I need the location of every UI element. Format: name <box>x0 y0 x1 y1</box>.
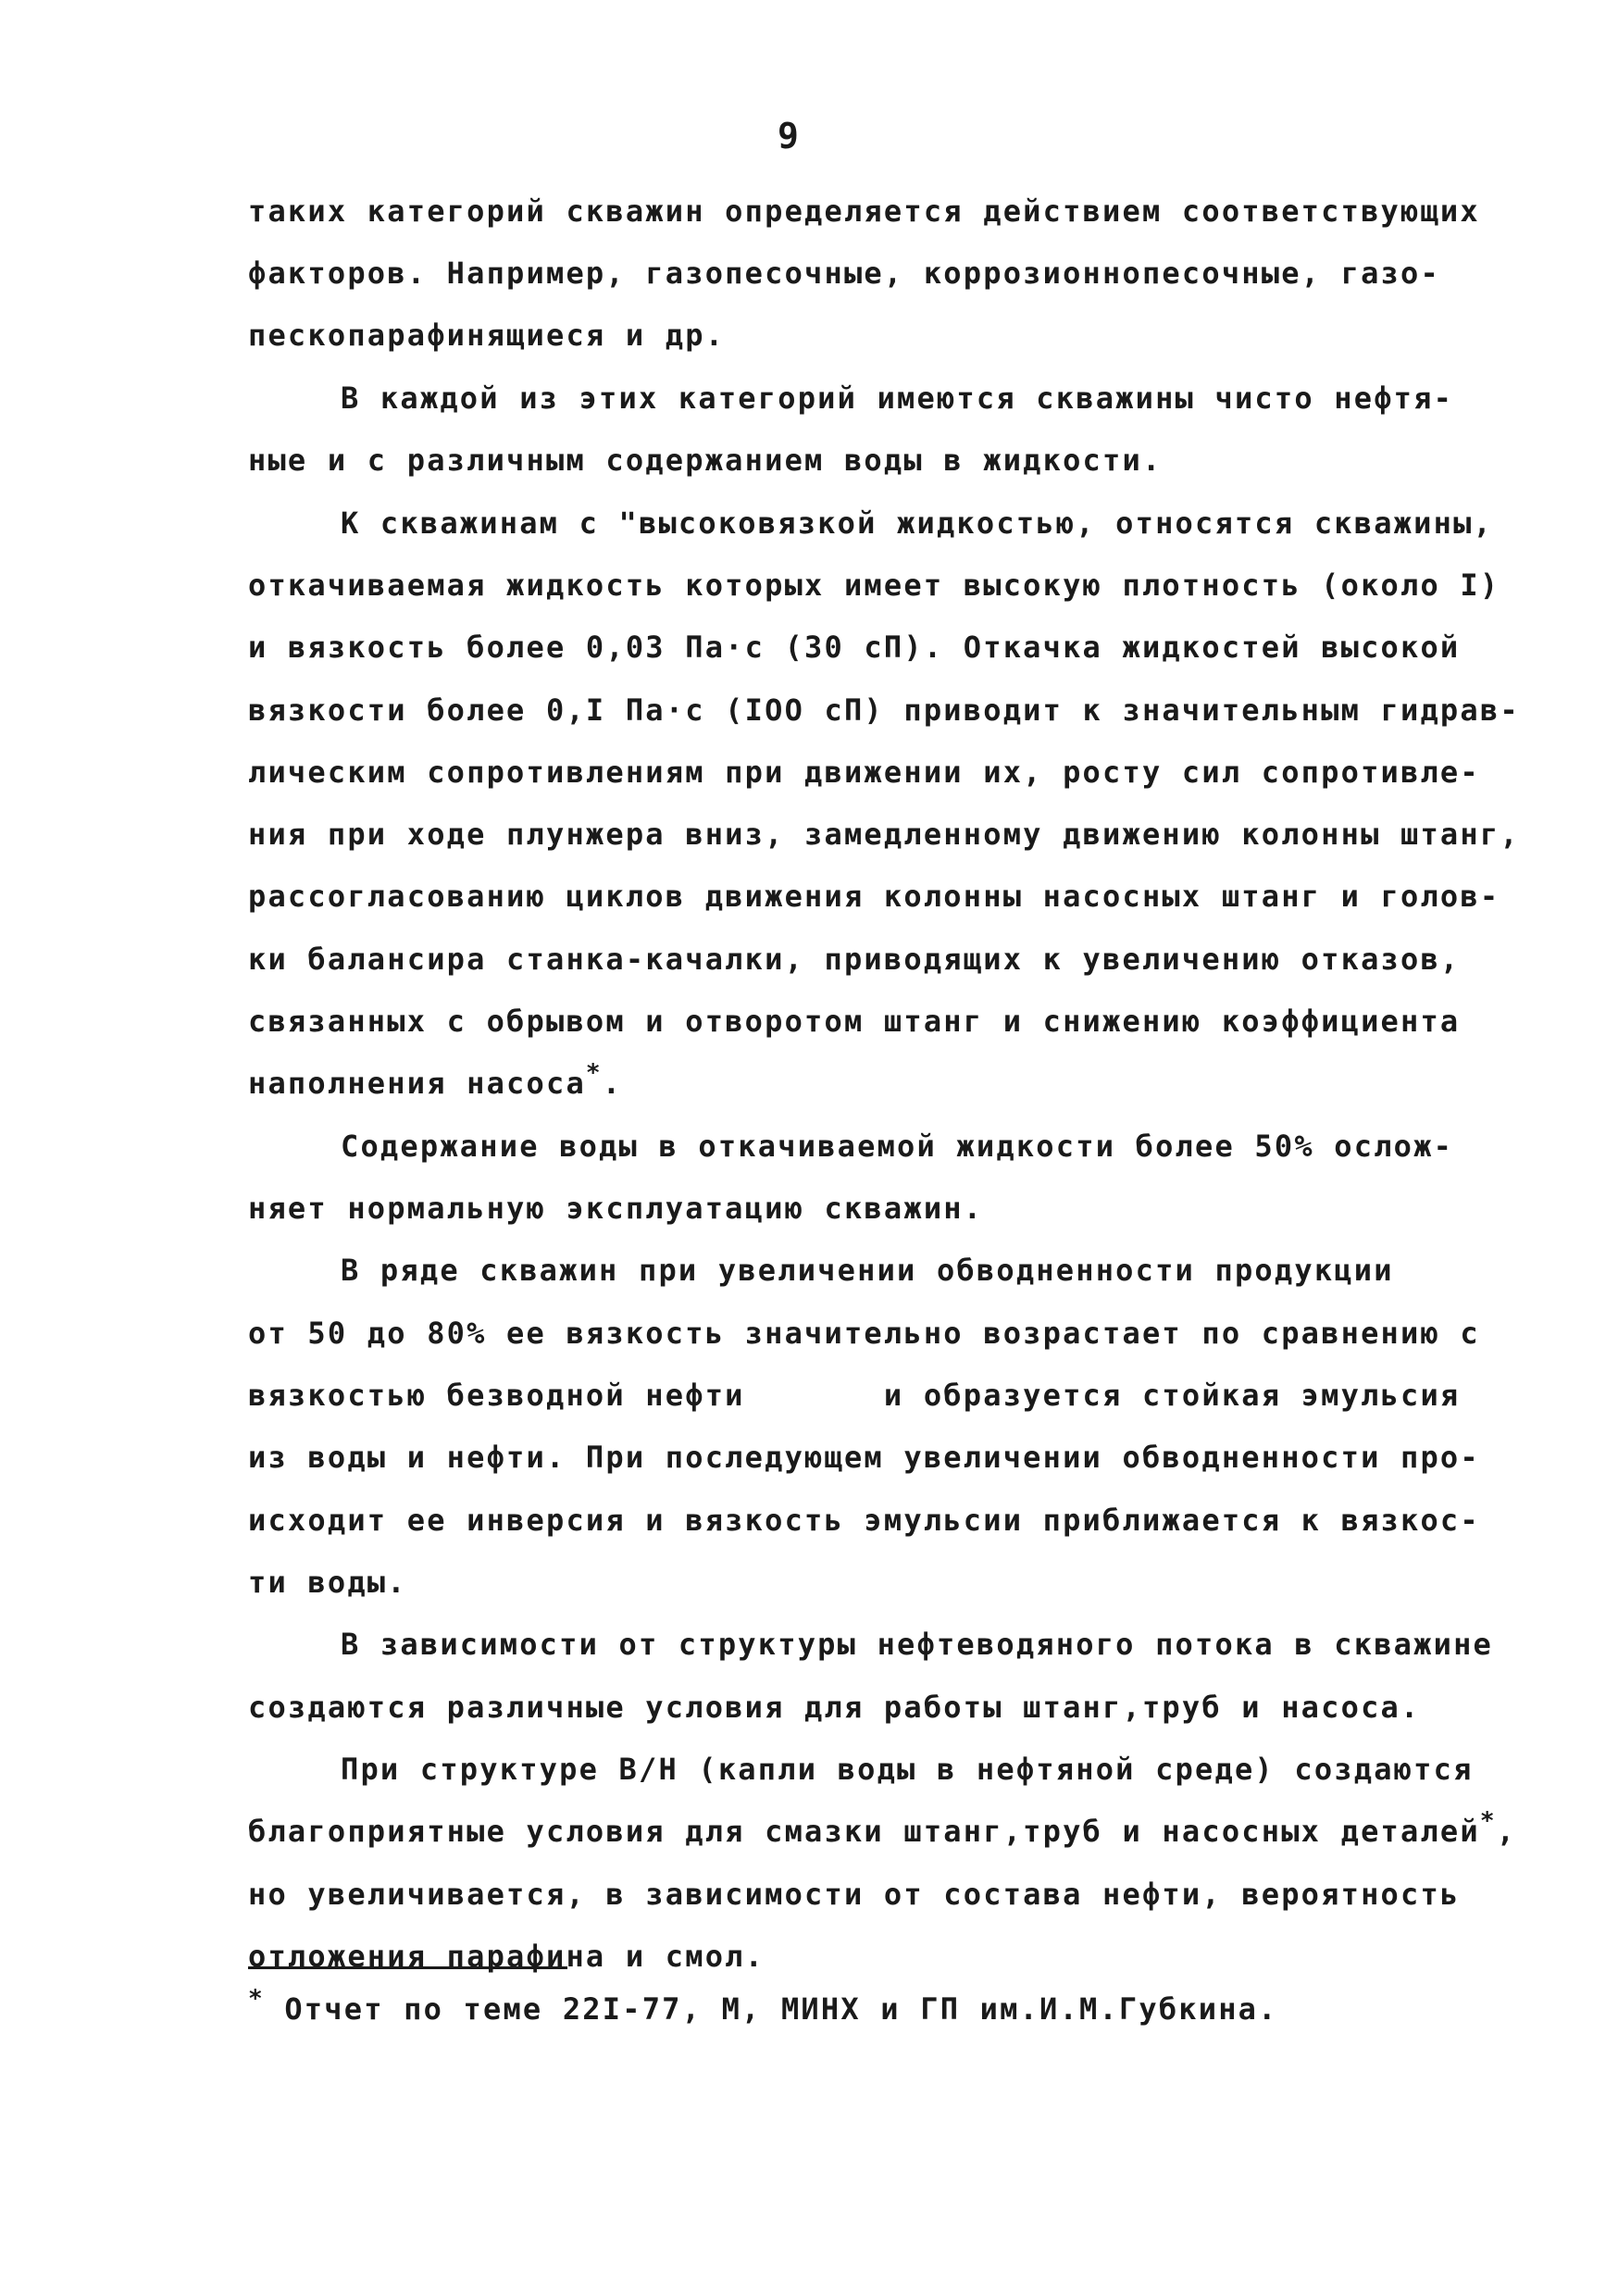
text-line-4: В каждой из этих категорий имеются скважины чисто нефтя- <box>341 381 1454 416</box>
text-line-16: Содержание воды в откачиваемой жидкости более 50% ослож- <box>341 1129 1454 1164</box>
text-line-28: но увеличивается, в зависимости от состава нефти, вероятность <box>248 1877 1461 1912</box>
text-line-13: ки балансира станка-качалки, приводящих к увеличению отказов, <box>248 942 1461 977</box>
text-line-22: исходит ее инверсия и вязкость эмульсии приближается к вязкос- <box>248 1503 1480 1538</box>
text-line-11: ния при ходе плунжера вниз, замедленному движению колонны штанг, <box>248 817 1520 852</box>
text-line-14: связанных с обрывом и отворотом штанг и снижению коэффициента <box>248 1004 1461 1039</box>
text-line-15-text: наполнения насоса <box>248 1066 586 1101</box>
text-line-2: факторов. Например, газопесочные, коррозионнопесочные, газо- <box>248 256 1440 291</box>
text-line-24: В зависимости от структуры нефтеводяного потока в скважине <box>341 1627 1494 1662</box>
text-line-27 <box>248 1807 1517 1853</box>
text-line-6: К скважинам с "высоковязкой жидкостью, относятся скважины, <box>341 505 1494 541</box>
text-line-7: откачиваемая жидкость которых имеет высокую плотность (около I) <box>248 568 1500 603</box>
text-line-26: При структуре В/Н (капли воды в нефтяной среде) создаются <box>341 1752 1474 1787</box>
footnote-reference-mark: * <box>585 1059 603 1087</box>
footnote-text: Отчет по теме 22I-77, М, МИНХ и ГП им.И.М.Губкина. <box>284 1991 1278 2027</box>
text-line-29: отложения парафина и смол. <box>248 1939 765 1974</box>
text-line-15 <box>248 1059 623 1104</box>
text-line-3: пескопарафинящиеся и др. <box>248 318 726 353</box>
text-line-18: В ряде скважин при увеличении обводненности продукции <box>341 1253 1394 1288</box>
line-end-period: . <box>602 1066 623 1101</box>
text-line-27-text: благоприятные условия для смазки штанг,труб и насосных деталей <box>248 1814 1480 1849</box>
footnote-reference-mark-2: * <box>1479 1807 1497 1835</box>
text-line-8: и вязкость более 0,03 Па·с (30 сП). Откачка жидкостей высокой <box>248 630 1461 665</box>
footnote-mark: * <box>248 1985 265 2013</box>
line-end-comma: , <box>1496 1814 1517 1849</box>
text-line-21: из воды и нефти. При последующем увеличении обводненности про- <box>248 1440 1480 1475</box>
text-line-23: ти воды. <box>248 1565 407 1600</box>
text-line-20: вязкостью безводной нефти и образуется стойкая эмульсия <box>248 1378 1461 1413</box>
footnote <box>248 1985 1278 2030</box>
text-line-19: от 50 до 80% ее вязкость значительно возрастает по сравнению с <box>248 1316 1480 1351</box>
footnote-separator <box>248 1966 567 1969</box>
text-line-5: ные и с различным содержанием воды в жидкости. <box>248 443 1163 478</box>
text-line-17: няет нормальную эксплуатацию скважин. <box>248 1191 984 1226</box>
text-line-1: таких категорий скважин определяется действием соответствующих <box>248 193 1480 229</box>
text-line-10: лическим сопротивлениям при движении их, росту сил сопротивле- <box>248 755 1480 790</box>
text-line-25: создаются различные условия для работы штанг,труб и насоса. <box>248 1690 1421 1725</box>
text-line-9: вязкости более 0,I Па·с (IOO сП) приводит к значительным гидрав- <box>248 693 1520 728</box>
page-number: 9 <box>778 116 799 156</box>
text-line-12: рассогласованию циклов движения колонны насосных штанг и голов- <box>248 879 1500 914</box>
